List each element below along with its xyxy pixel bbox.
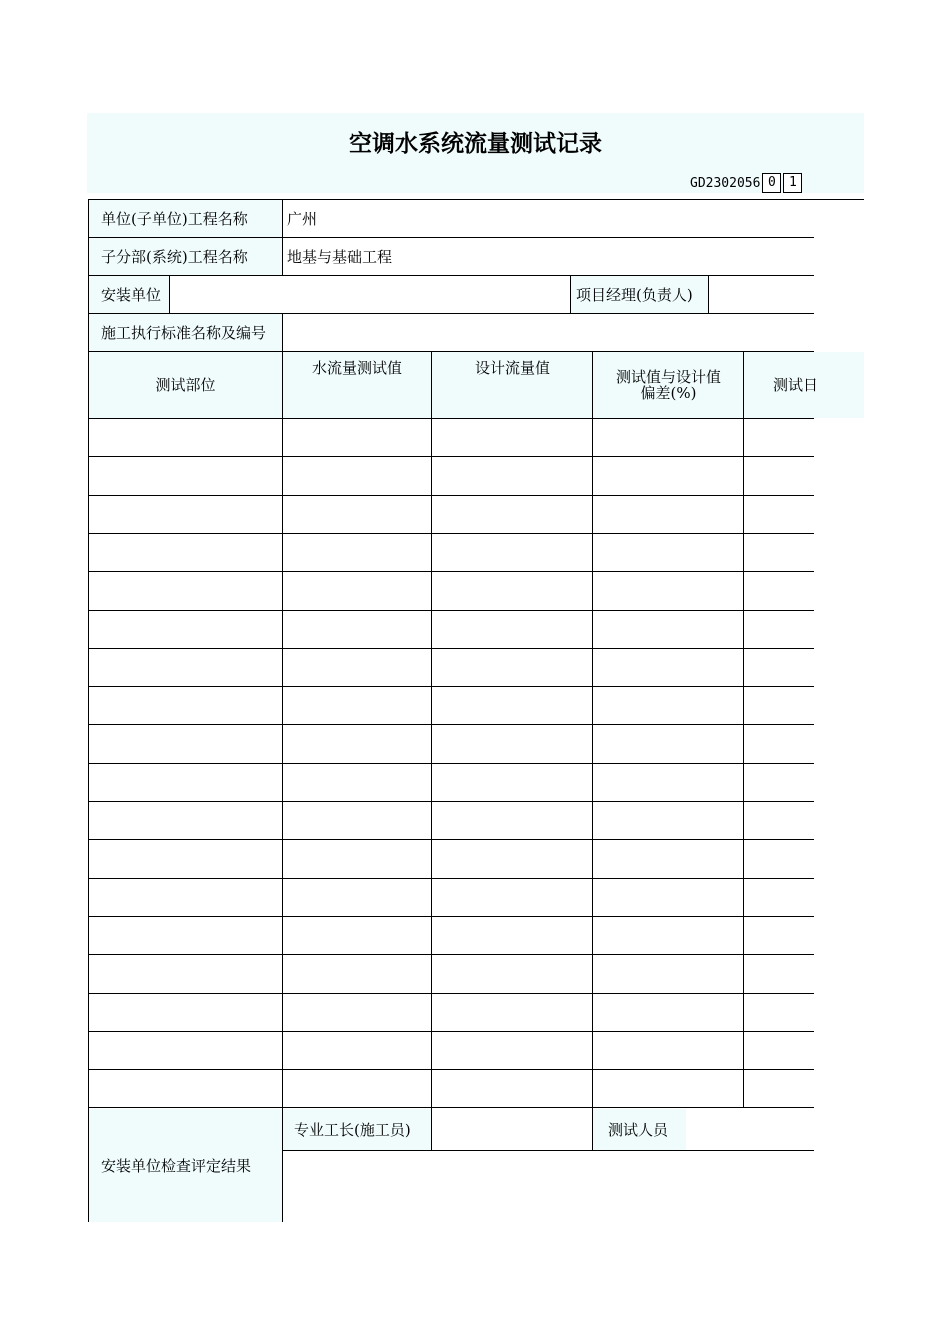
table-cell[interactable] [593, 572, 744, 610]
table-cell[interactable] [744, 649, 814, 687]
table-cell[interactable] [432, 534, 593, 572]
table-cell[interactable] [593, 687, 744, 725]
table-cell[interactable] [593, 611, 744, 649]
table-cell[interactable] [89, 840, 282, 878]
table-cell[interactable] [282, 572, 432, 610]
table-cell[interactable] [282, 764, 432, 802]
table-cell[interactable] [282, 802, 432, 840]
table-cell[interactable] [744, 419, 814, 457]
v-rule [743, 351, 744, 1108]
form-code [690, 173, 802, 193]
form-code-prefix: GD2302056 [690, 175, 761, 191]
result-label: 安装单位检查评定结果 [89, 1109, 282, 1222]
tester-label: 测试人员 [593, 1109, 686, 1150]
table-cell[interactable] [282, 840, 432, 878]
table-cell[interactable] [282, 457, 432, 495]
header-measured-flow: 水流量测试值 [282, 352, 432, 418]
table-cell[interactable] [282, 649, 432, 687]
table-cell[interactable] [744, 611, 814, 649]
table-cell[interactable] [744, 879, 814, 917]
table-cell[interactable] [432, 1032, 593, 1070]
code-box-2[interactable]: 1 [783, 173, 802, 193]
table-cell[interactable] [282, 419, 432, 457]
table-cell[interactable] [282, 1070, 432, 1108]
table-cell[interactable] [593, 457, 744, 495]
table-cell[interactable] [593, 649, 744, 687]
h-rule [88, 418, 814, 419]
table-cell[interactable] [744, 572, 814, 610]
h-rule [88, 275, 814, 276]
h-rule [88, 1031, 814, 1032]
table-cell[interactable] [593, 419, 744, 457]
foreman-label: 专业工长(施工员) [282, 1109, 432, 1150]
table-cell[interactable] [432, 1070, 593, 1108]
table-cell[interactable] [282, 687, 432, 725]
h-rule [88, 993, 814, 994]
h-rule [88, 878, 814, 879]
table-cell[interactable] [432, 496, 593, 534]
table-cell[interactable] [744, 994, 814, 1032]
table-cell[interactable] [593, 955, 744, 993]
project-manager-label: 项目经理(负责人) [570, 276, 709, 313]
table-cell[interactable] [432, 955, 593, 993]
table-cell[interactable] [282, 879, 432, 917]
h-rule [88, 916, 814, 917]
table-cell[interactable] [89, 1032, 282, 1070]
v-rule [592, 351, 593, 1108]
table-cell[interactable] [744, 687, 814, 725]
table-cell[interactable] [744, 802, 814, 840]
table-cell[interactable] [593, 879, 744, 917]
h-rule [88, 1107, 814, 1108]
table-cell[interactable] [432, 725, 593, 763]
table-cell[interactable] [282, 1032, 432, 1070]
table-cell[interactable] [89, 725, 282, 763]
table-cell[interactable] [89, 419, 282, 457]
table-cell[interactable] [89, 534, 282, 572]
v-rule [431, 351, 432, 1108]
v-rule [708, 275, 709, 313]
table-cell[interactable] [282, 994, 432, 1032]
table-cell[interactable] [89, 994, 282, 1032]
h-rule [88, 686, 814, 687]
h-rule [88, 351, 814, 352]
h-rule [88, 724, 814, 725]
table-cell[interactable] [744, 764, 814, 802]
table-cell[interactable] [593, 802, 744, 840]
table-cell[interactable] [432, 764, 593, 802]
h-rule [88, 533, 814, 534]
h-rule [88, 610, 814, 611]
v-rule [592, 1108, 593, 1150]
standard-label: 施工执行标准名称及编号 [89, 314, 282, 351]
h-rule [88, 313, 814, 314]
h-rule [282, 1150, 814, 1151]
header-test-date: 测试日 [744, 352, 864, 418]
code-box-1[interactable]: 0 [762, 173, 781, 193]
table-cell[interactable] [89, 879, 282, 917]
table-cell[interactable] [89, 687, 282, 725]
table-cell[interactable] [593, 994, 744, 1032]
table-cell[interactable] [432, 879, 593, 917]
table-cell[interactable] [593, 496, 744, 534]
table-cell[interactable] [593, 725, 744, 763]
table-cell[interactable] [744, 840, 814, 878]
table-cell[interactable] [282, 917, 432, 955]
form-title: 空调水系统流量测试记录 [349, 131, 602, 157]
tester-value[interactable] [686, 1109, 814, 1150]
table-cell[interactable] [89, 1070, 282, 1108]
table-cell[interactable] [89, 611, 282, 649]
header-deviation: 测试值与设计值偏差(%) [593, 352, 744, 418]
table-cell[interactable] [744, 955, 814, 993]
unit-project-label: 单位(子单位)工程名称 [89, 200, 282, 237]
table-cell[interactable] [282, 534, 432, 572]
h-rule [88, 495, 814, 496]
v-rule [282, 351, 283, 1108]
table-cell[interactable] [89, 764, 282, 802]
h-rule [88, 763, 814, 764]
table-cell[interactable] [432, 572, 593, 610]
install-unit-label: 安装单位 [89, 276, 170, 313]
table-cell[interactable] [432, 649, 593, 687]
table-cell[interactable] [89, 649, 282, 687]
h-rule [88, 199, 864, 200]
h-rule [88, 571, 814, 572]
table-cell[interactable] [593, 764, 744, 802]
table-cell[interactable] [432, 994, 593, 1032]
table-cell[interactable] [89, 917, 282, 955]
table-cell[interactable] [89, 572, 282, 610]
table-cell[interactable] [432, 419, 593, 457]
v-rule [169, 275, 170, 313]
table-cell[interactable] [282, 725, 432, 763]
table-cell[interactable] [744, 917, 814, 955]
table-cell[interactable] [744, 1070, 814, 1108]
standard-value[interactable] [282, 314, 814, 351]
table-cell[interactable] [744, 496, 814, 534]
h-rule [88, 237, 814, 238]
header-design-flow: 设计流量值 [432, 352, 593, 418]
v-rule [431, 1108, 432, 1150]
v-rule [570, 275, 571, 313]
table-cell[interactable] [593, 1032, 744, 1070]
h-rule [88, 1069, 814, 1070]
table-cell[interactable] [432, 457, 593, 495]
table-cell[interactable] [89, 955, 282, 993]
h-rule [88, 456, 814, 457]
table-cell[interactable] [744, 457, 814, 495]
table-cell[interactable] [744, 534, 814, 572]
h-rule [88, 648, 814, 649]
table-cell[interactable] [432, 802, 593, 840]
v-rule [282, 1108, 283, 1222]
table-cell[interactable] [593, 840, 744, 878]
sub-project-value[interactable]: 地基与基础工程 [282, 238, 814, 275]
table-cell[interactable] [432, 840, 593, 878]
table-cell[interactable] [593, 1070, 744, 1108]
table-cell[interactable] [744, 725, 814, 763]
h-rule [88, 839, 814, 840]
table-cell[interactable] [89, 457, 282, 495]
h-rule [88, 801, 814, 802]
foreman-value[interactable] [432, 1109, 593, 1150]
table-cell[interactable] [593, 917, 744, 955]
sub-project-label: 子分部(系统)工程名称 [89, 238, 282, 275]
table-cell[interactable] [282, 496, 432, 534]
project-manager-value[interactable] [709, 276, 814, 313]
header-test-location: 测试部位 [89, 352, 282, 418]
v-rule [282, 199, 283, 275]
table-cell[interactable] [432, 611, 593, 649]
result-area[interactable] [282, 1151, 814, 1222]
table-cell[interactable] [432, 687, 593, 725]
table-cell[interactable] [432, 917, 593, 955]
h-rule [88, 954, 814, 955]
table-cell[interactable] [89, 802, 282, 840]
table-cell[interactable] [282, 955, 432, 993]
table-cell[interactable] [593, 534, 744, 572]
table-cell[interactable] [89, 496, 282, 534]
table-cell[interactable] [282, 611, 432, 649]
install-unit-value[interactable] [170, 276, 570, 313]
v-rule [282, 313, 283, 351]
unit-project-value[interactable]: 广州 [282, 200, 814, 237]
table-cell[interactable] [744, 1032, 814, 1070]
